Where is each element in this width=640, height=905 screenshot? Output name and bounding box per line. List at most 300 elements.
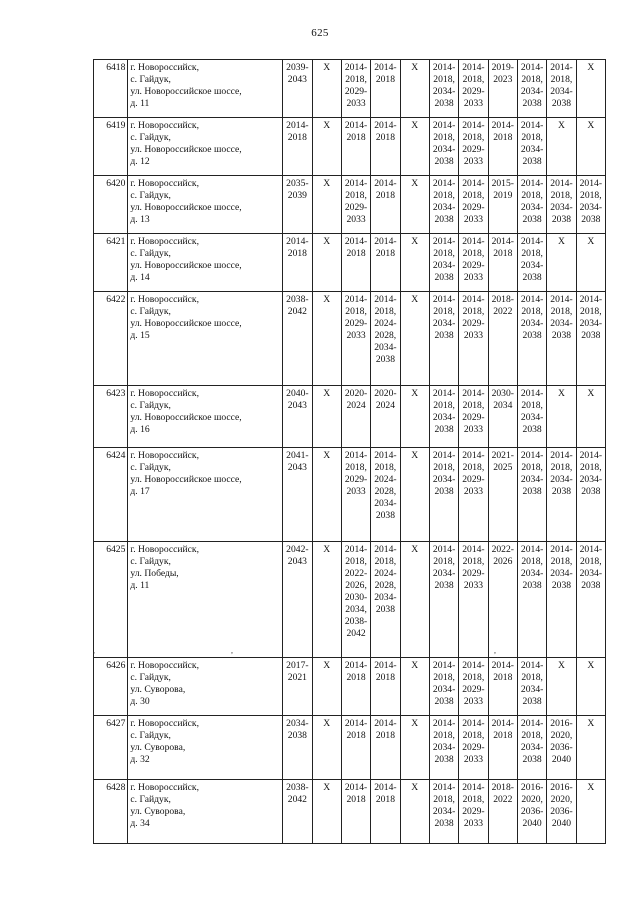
period-cell [547, 176, 576, 234]
period-line: 2014- [374, 544, 397, 555]
period-line: 2033 [346, 330, 366, 341]
period-cell [312, 658, 341, 716]
address-line: д. 14 [130, 272, 150, 283]
period-line: 2018, [462, 306, 485, 317]
period-line: 2034- [432, 412, 456, 423]
address-line: ул. Суворова, [130, 742, 186, 753]
period-line: 2014- [579, 450, 603, 461]
period-line: 2018, [550, 462, 573, 473]
period-line: 2034- [520, 202, 544, 213]
period-line: 2018, [521, 190, 543, 201]
period-cell [517, 386, 546, 448]
period-line: 2018 [346, 730, 366, 741]
period-line: 2014- [462, 120, 485, 131]
period-cell [283, 176, 312, 234]
period-cell [459, 234, 488, 292]
period-line: 2024 [346, 400, 366, 411]
period-line: 2038 [434, 486, 454, 497]
period-line: 2029- [462, 568, 485, 579]
period-cell [517, 658, 546, 716]
row-number: 6422 [94, 292, 128, 386]
period-line: 2018, [433, 556, 455, 567]
period-line: 2014- [344, 294, 368, 305]
period-cell [517, 234, 546, 292]
address-cell [128, 716, 283, 780]
period-line: 2038 [434, 156, 454, 167]
period-line: 2030- [344, 592, 368, 603]
period-line: 2029- [462, 86, 485, 97]
period-line: 2038 [522, 98, 542, 109]
address-line: д. 16 [130, 424, 150, 435]
period-cell [312, 542, 341, 658]
period-cell [488, 780, 517, 844]
period-line: 2038 [434, 754, 454, 765]
period-line: 2018, [550, 556, 573, 567]
period-line: Х [411, 718, 419, 729]
period-line: Х [411, 120, 419, 131]
period-cell [312, 386, 341, 448]
period-cell [576, 716, 605, 780]
period-cell [283, 542, 312, 658]
period-line: Х [323, 388, 331, 399]
address-cell [128, 780, 283, 844]
address-line: ул. Новороссийское шоссе, [130, 318, 242, 329]
period-line: 2018, [462, 730, 485, 741]
period-line: Х [558, 236, 565, 247]
period-line: 2038 [434, 696, 454, 707]
period-line: 2034- [520, 86, 544, 97]
period-line: 2040 [551, 818, 572, 829]
period-line: 2034- [550, 318, 573, 329]
period-cell [283, 448, 312, 542]
address-line: ул. Победы, [130, 568, 179, 579]
period-line: Х [411, 178, 419, 189]
period-line: 2018 [346, 794, 366, 805]
period-line: 2018 [375, 672, 395, 683]
period-cell [312, 234, 341, 292]
period-cell [517, 448, 546, 542]
period-line: 2038 [522, 696, 542, 707]
period-line: 2014- [432, 660, 456, 671]
period-line: 2014- [344, 120, 368, 131]
period-line: 2014- [432, 718, 456, 729]
period-cell [547, 234, 576, 292]
period-line: 2018 [375, 794, 395, 805]
address-line: с. Гайдук, [130, 672, 171, 683]
period-cell [283, 780, 312, 844]
period-cell [341, 292, 370, 386]
period-line: 2018, [374, 306, 397, 317]
period-line: 2018 [375, 190, 395, 201]
period-line: 2018, [462, 672, 485, 683]
period-cell [576, 60, 605, 118]
period-line: 2024 [375, 400, 395, 411]
period-line: 2033 [463, 818, 484, 829]
period-line: 2038- [286, 782, 309, 793]
period-line: 2018, [433, 306, 455, 317]
row-number: 6427 [94, 716, 128, 780]
period-line: Х [587, 62, 595, 73]
table-row [94, 542, 606, 658]
period-line: 2018- [491, 782, 514, 793]
address-line: с. Гайдук, [130, 306, 171, 317]
scan-speck: , [93, 646, 95, 655]
period-line: 2034- [286, 718, 309, 729]
period-line: 2014- [520, 62, 544, 73]
period-line: 2014- [374, 450, 397, 461]
period-line: 2038 [551, 330, 572, 341]
period-cell [341, 780, 370, 844]
period-line: 2038 [522, 330, 542, 341]
period-line: 2017- [286, 660, 309, 671]
period-line: Х [323, 718, 331, 729]
address-line: ул. Новороссийское шоссе, [130, 412, 242, 423]
period-line: 2038 [581, 330, 601, 341]
period-line: 2018, [521, 462, 543, 473]
period-line: Х [587, 782, 595, 793]
period-line: 2033 [463, 330, 484, 341]
period-line: 2029- [462, 202, 485, 213]
period-cell [576, 386, 605, 448]
period-cell [576, 658, 605, 716]
address-cell [128, 60, 283, 118]
period-cell [429, 176, 458, 234]
period-line: Х [323, 294, 331, 305]
period-cell [400, 542, 429, 658]
address-line: с. Гайдук, [130, 462, 171, 473]
period-line: Х [323, 450, 331, 461]
period-line: 2014- [374, 178, 397, 189]
period-line: Х [411, 294, 419, 305]
period-line: 2029- [462, 260, 485, 271]
period-cell [459, 118, 488, 176]
period-cell [283, 234, 312, 292]
period-line: 2018 [346, 132, 366, 143]
period-line: 2029- [462, 144, 485, 155]
period-cell [576, 448, 605, 542]
period-line: 2034- [432, 806, 456, 817]
period-cell [429, 716, 458, 780]
period-line: 2014- [520, 388, 544, 399]
period-line: 2024- [374, 474, 397, 485]
address-line: д. 17 [130, 486, 150, 497]
period-line: 2014- [344, 782, 368, 793]
period-line: 2018, [433, 462, 455, 473]
period-cell [488, 658, 517, 716]
row-number: 6421 [94, 234, 128, 292]
table-row [94, 176, 606, 234]
period-line: 2033 [463, 580, 484, 591]
period-line: 2018, [433, 132, 455, 143]
period-cell [459, 60, 488, 118]
period-cell [400, 60, 429, 118]
period-cell [517, 60, 546, 118]
period-cell [400, 234, 429, 292]
period-line: 2018 [493, 248, 513, 259]
period-line: 2038 [522, 214, 542, 225]
period-line: 2022 [493, 794, 513, 805]
period-line: 2014- [491, 120, 514, 131]
period-line: 2034- [520, 144, 544, 155]
period-line: 2042 [287, 306, 307, 317]
address-line: г. Новороссийск, [130, 718, 199, 729]
period-line: 2040 [551, 754, 572, 765]
period-line: 2014- [491, 660, 514, 671]
period-line: Х [411, 544, 419, 555]
address-line: с. Гайдук, [130, 74, 171, 85]
period-cell [371, 448, 400, 542]
period-line: 2018 [287, 132, 307, 143]
period-cell [576, 780, 605, 844]
period-cell [488, 176, 517, 234]
period-line: 2018, [580, 462, 602, 473]
period-line: 2018, [462, 248, 485, 259]
address-cell [128, 448, 283, 542]
period-line: 2018, [345, 306, 367, 317]
address-line: ул. Новороссийское шоссе, [130, 260, 242, 271]
period-line: 2043 [287, 462, 307, 473]
address-line: г. Новороссийск, [130, 660, 199, 671]
address-line: д. 13 [130, 214, 150, 225]
period-cell [488, 118, 517, 176]
period-line: 2014- [520, 294, 544, 305]
period-cell [429, 780, 458, 844]
period-line: 2040 [522, 818, 542, 829]
period-cell [429, 386, 458, 448]
period-cell [400, 658, 429, 716]
period-line: Х [323, 660, 331, 671]
period-line: 2020- [344, 388, 368, 399]
period-line: 2018, [433, 794, 455, 805]
period-cell [488, 60, 517, 118]
address-line: д. 34 [130, 818, 150, 829]
address-line: д. 30 [130, 696, 150, 707]
period-line: 2014- [374, 660, 397, 671]
period-line: 2034- [432, 742, 456, 753]
address-line: ул. Суворова, [130, 806, 186, 817]
period-cell [517, 118, 546, 176]
period-cell [371, 542, 400, 658]
period-line: 2024- [374, 318, 397, 329]
period-line: 2018, [345, 462, 367, 473]
address-cell [128, 386, 283, 448]
period-line: 2042 [346, 628, 366, 639]
period-line: 2025 [493, 462, 513, 473]
period-line: 2034- [374, 498, 397, 509]
period-line: 2018, [521, 74, 543, 85]
period-line: 2023 [493, 74, 513, 85]
period-line: 2018, [462, 132, 485, 143]
period-line: 2018 [493, 730, 513, 741]
period-line: Х [323, 178, 331, 189]
scan-speck: , [494, 646, 496, 655]
period-line: 2026, [345, 580, 367, 591]
period-cell [312, 292, 341, 386]
period-line: Х [558, 120, 565, 131]
period-line: 2038 [375, 510, 395, 521]
period-line: 2029- [462, 806, 485, 817]
table-row [94, 448, 606, 542]
period-cell [517, 292, 546, 386]
period-line: 2036- [550, 806, 573, 817]
address-cell [128, 292, 283, 386]
period-line: 2018 [375, 132, 395, 143]
scan-speck: , [231, 646, 233, 655]
period-cell [371, 658, 400, 716]
period-cell [547, 716, 576, 780]
period-cell [429, 60, 458, 118]
period-cell [517, 716, 546, 780]
period-line: 2018, [521, 672, 543, 683]
period-cell [488, 234, 517, 292]
period-line: 2018, [433, 672, 455, 683]
address-line: д. 11 [130, 98, 150, 109]
table-row [94, 60, 606, 118]
period-cell [429, 234, 458, 292]
period-cell [488, 386, 517, 448]
period-cell [429, 118, 458, 176]
period-line: 2018- [491, 294, 514, 305]
period-line: 2014- [374, 236, 397, 247]
period-line: 2018, [433, 190, 455, 201]
period-line: 2014- [462, 718, 485, 729]
period-cell [517, 176, 546, 234]
period-line: 2018, [462, 556, 485, 567]
period-cell [371, 716, 400, 780]
period-line: 2018, [521, 248, 543, 259]
period-line: 2028, [374, 330, 397, 341]
period-cell [283, 658, 312, 716]
period-line: 2014- [344, 236, 368, 247]
period-line: Х [587, 660, 595, 671]
period-line: 2034- [520, 684, 544, 695]
period-line: 2016- [550, 782, 573, 793]
period-line: 2036- [520, 806, 544, 817]
address-line: д. 15 [130, 330, 150, 341]
period-line: 2034- [550, 568, 573, 579]
period-line: 2029- [462, 742, 485, 753]
period-line: 2019- [491, 62, 514, 73]
period-line: 2034- [579, 568, 603, 579]
period-line: 2038 [434, 214, 454, 225]
period-cell [283, 386, 312, 448]
row-number: 6423 [94, 386, 128, 448]
period-cell [341, 448, 370, 542]
address-line: г. Новороссийск, [130, 782, 199, 793]
period-line: 2018, [462, 74, 485, 85]
period-line: 2020, [550, 794, 573, 805]
address-line: д. 12 [130, 156, 150, 167]
period-line: 2014- [344, 718, 368, 729]
period-line: Х [411, 62, 419, 73]
period-line: 2014- [374, 782, 397, 793]
address-line: ул. Новороссийское шоссе, [130, 86, 242, 97]
address-line: с. Гайдук, [130, 248, 171, 259]
period-line: 2018 [346, 672, 366, 683]
row-number: 6428 [94, 780, 128, 844]
period-line: 2034- [520, 412, 544, 423]
period-line: 2033 [346, 98, 366, 109]
schedule-table [93, 59, 606, 844]
period-line: 2014- [520, 718, 544, 729]
address-line: д. 11 [130, 580, 150, 591]
period-line: 2021 [287, 672, 307, 683]
period-line: 2038 [434, 98, 454, 109]
period-line: 2014- [344, 178, 368, 189]
period-cell [341, 658, 370, 716]
period-line: Х [323, 782, 331, 793]
period-line: 2018 [287, 248, 307, 259]
period-cell [459, 176, 488, 234]
period-cell [576, 176, 605, 234]
period-cell [400, 118, 429, 176]
period-line: Х [411, 236, 419, 247]
period-line: Х [587, 120, 595, 131]
period-line: 2033 [463, 272, 484, 283]
period-line: 2014- [550, 450, 573, 461]
period-line: 2038 [551, 98, 572, 109]
period-line: 2022 [493, 306, 513, 317]
period-cell [312, 176, 341, 234]
period-cell [547, 658, 576, 716]
row-number: 6419 [94, 118, 128, 176]
period-line: 2034- [432, 568, 456, 579]
period-cell [459, 658, 488, 716]
period-line: 2038 [551, 214, 572, 225]
address-line: г. Новороссийск, [130, 544, 199, 555]
period-line: 2018 [346, 248, 366, 259]
period-cell [341, 176, 370, 234]
period-cell [312, 448, 341, 542]
period-line: 2014- [462, 544, 485, 555]
address-line: г. Новороссийск, [130, 294, 199, 305]
period-line: 2038 [434, 580, 454, 591]
period-line: 2034- [520, 742, 544, 753]
period-line: 2040- [286, 388, 309, 399]
period-cell [283, 60, 312, 118]
period-line: 2033 [463, 98, 484, 109]
period-line: 2014- [432, 178, 456, 189]
period-line: 2014- [550, 62, 573, 73]
period-line: 2018, [433, 248, 455, 259]
period-line: 2029- [344, 86, 368, 97]
period-line: 2038 [375, 354, 395, 365]
period-line: 2038 [551, 486, 572, 497]
period-line: Х [323, 544, 331, 555]
address-line: г. Новороссийск, [130, 178, 199, 189]
period-cell [429, 448, 458, 542]
period-line: 2034- [579, 318, 603, 329]
period-line: 2020- [374, 388, 397, 399]
period-line: Х [587, 388, 595, 399]
period-cell [488, 448, 517, 542]
period-line: 2034- [579, 202, 603, 213]
period-line: 2014- [286, 120, 309, 131]
period-line: 2034, [345, 604, 367, 615]
period-line: 2028, [374, 580, 397, 591]
period-cell [459, 716, 488, 780]
period-line: 2014- [344, 62, 368, 73]
period-line: 2014- [520, 178, 544, 189]
period-line: 2018, [521, 730, 543, 741]
period-cell [576, 542, 605, 658]
period-cell [547, 118, 576, 176]
period-cell [400, 292, 429, 386]
period-line: 2033 [346, 486, 366, 497]
period-line: Х [323, 62, 331, 73]
period-line: 2035- [286, 178, 309, 189]
period-cell [488, 292, 517, 386]
